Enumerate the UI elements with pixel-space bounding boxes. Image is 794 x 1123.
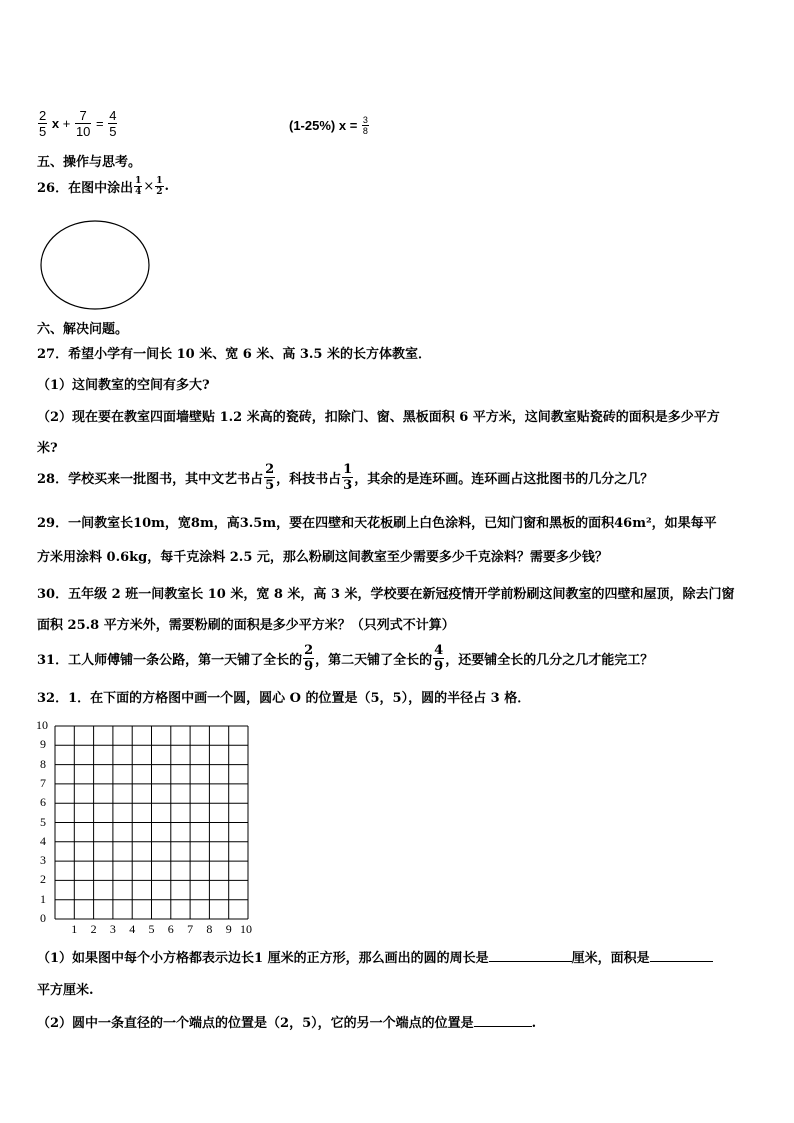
q31-text-c: ，还要铺全长的几分之几才能完工？ bbox=[445, 653, 654, 668]
frac-den: 2 bbox=[156, 187, 163, 197]
frac-num: 4 bbox=[109, 108, 117, 123]
answer-blank-area[interactable] bbox=[650, 949, 713, 962]
y-tick-label: 5 bbox=[40, 814, 46, 829]
frac-den: 4 bbox=[135, 187, 142, 197]
section-six-heading: 六、解决问题。 bbox=[37, 322, 129, 337]
coordinate-grid bbox=[36, 716, 256, 936]
section-five-heading: 五、操作与思考。 bbox=[37, 155, 142, 170]
y-tick-label: 3 bbox=[40, 853, 46, 868]
question-27-part1: （1）这间教室的空间有多大? bbox=[37, 378, 210, 393]
x-tick-label: 2 bbox=[90, 922, 97, 936]
frac-num: 2 bbox=[265, 462, 275, 477]
frac-num: 2 bbox=[304, 643, 314, 658]
frac-num: 1 bbox=[135, 176, 142, 186]
equals-sign: = bbox=[96, 116, 104, 131]
question-26 bbox=[37, 176, 169, 197]
q28-text-c: ，其余的是连环画。连环画占这批图书的几分之几？ bbox=[354, 472, 654, 487]
y-tick-label: 0 bbox=[40, 911, 46, 925]
q31-text-b: ，第二天铺了全长的 bbox=[315, 653, 433, 668]
x-tick-label: 4 bbox=[129, 922, 136, 936]
operator: + bbox=[62, 116, 71, 131]
frac-den: 10 bbox=[75, 124, 91, 139]
frac-num: 7 bbox=[75, 108, 91, 124]
y-tick-label: 2 bbox=[40, 872, 46, 887]
x-tick-label: 1 bbox=[71, 922, 78, 936]
y-tick-label: 8 bbox=[40, 756, 46, 771]
q32-p2-text-b: . bbox=[531, 1016, 537, 1031]
frac-den: 5 bbox=[109, 124, 117, 139]
question-31 bbox=[37, 643, 653, 674]
x-tick-label: 7 bbox=[187, 922, 194, 936]
grid-svg bbox=[36, 716, 256, 936]
answer-blank-endpoint[interactable] bbox=[474, 1014, 532, 1027]
question-32-part1-line2: 平方厘米. bbox=[37, 983, 94, 998]
x-tick-label: 6 bbox=[167, 922, 174, 936]
frac-den: 9 bbox=[304, 659, 314, 674]
question-30-line2: 面积 25.8 平方米外，需要粉刷的面积是多少平方米？（只列式不计算） bbox=[37, 618, 455, 633]
question-27-part2-line2: 米? bbox=[37, 441, 58, 456]
question-29-line1: 29．一间教室长10m，宽8m，高3.5m，要在四壁和天花板刷上白色涂料，已知门窗和黑板的面积46m²，如果每平 bbox=[37, 516, 717, 531]
q26-text: 26．在图中涂出 bbox=[37, 181, 134, 196]
x-tick-label: 5 bbox=[148, 922, 155, 936]
question-29-line2: 方米用涂料 0.6kg，每千克涂料 2.5 元，那么粉刷这间教室至少需要多少千克涂料？需要多少钱？ bbox=[37, 550, 608, 565]
y-tick-label: 6 bbox=[40, 795, 46, 810]
times-sign: × bbox=[143, 179, 155, 194]
frac-num: 3 bbox=[362, 115, 368, 125]
frac-num: 2 bbox=[39, 108, 47, 123]
x-tick-label: 3 bbox=[109, 922, 116, 936]
frac-den: 3 bbox=[343, 478, 353, 493]
x-tick-label: 10 bbox=[240, 922, 252, 936]
frac-den: 8 bbox=[362, 126, 368, 136]
x-tick-label: 9 bbox=[225, 922, 232, 936]
frac-num: 1 bbox=[156, 176, 163, 186]
q26-suffix: . bbox=[164, 179, 170, 194]
q28-text-b: ，科技书占 bbox=[276, 472, 342, 487]
x-tick-label: 8 bbox=[206, 922, 213, 936]
y-tick-label: 9 bbox=[40, 737, 46, 752]
equation-2 bbox=[289, 115, 370, 136]
question-28 bbox=[37, 462, 653, 493]
q32-p1-text-a: （1）如果图中每个小方格都表示边长1 厘米的正方形，那么画出的圆的周长是 bbox=[37, 951, 489, 966]
frac-den: 5 bbox=[265, 478, 275, 493]
frac-num: 4 bbox=[434, 643, 444, 658]
question-32-part1-line1 bbox=[37, 947, 713, 966]
question-27-stem: 27．希望小学有一间长 10 米、宽 6 米、高 3.5 米的长方体教室． bbox=[37, 347, 431, 362]
q31-text-a: 31．工人师傅铺一条公路，第一天铺了全长的 bbox=[37, 653, 303, 668]
question-32-part2 bbox=[37, 1012, 536, 1031]
q32-p1-text-b: 厘米，面积是 bbox=[571, 951, 650, 966]
question-27-part2-line1: （2）现在要在教室四面墙壁贴 1.2 米高的瓷砖，扣除门、窗、黑板面积 6 平方米，这间教室贴瓷砖的面积是多少平方 bbox=[37, 410, 720, 425]
frac-num: 1 bbox=[343, 462, 353, 477]
equation-1 bbox=[37, 108, 118, 139]
eq2-left: (1-25%) x = bbox=[289, 118, 358, 133]
y-tick-label: 4 bbox=[40, 833, 46, 848]
answer-blank-circumference[interactable] bbox=[489, 949, 572, 962]
y-tick-label: 10 bbox=[36, 718, 48, 732]
circle-figure bbox=[38, 219, 154, 313]
frac-den: 5 bbox=[39, 124, 47, 139]
variable-x: x bbox=[51, 116, 60, 131]
y-tick-label: 1 bbox=[40, 891, 46, 906]
y-tick-label: 7 bbox=[40, 775, 46, 790]
frac-den: 9 bbox=[434, 659, 444, 674]
question-32-stem: 32．1．在下面的方格图中画一个圆，圆心 O 的位置是（5，5），圆的半径占 3 格． bbox=[37, 691, 531, 706]
question-30-line1: 30．五年级 2 班一间教室长 10 米，宽 8 米，高 3 米，学校要在新冠疫情开学前粉刷这间教室的四壁和屋顶，除去门窗 bbox=[37, 587, 735, 602]
q32-p2-text-a: （2）圆中一条直径的一个端点的位置是（2，5），它的另一个端点的位置是 bbox=[37, 1016, 474, 1031]
q28-text-a: 28．学校买来一批图书，其中文艺书占 bbox=[37, 472, 264, 487]
